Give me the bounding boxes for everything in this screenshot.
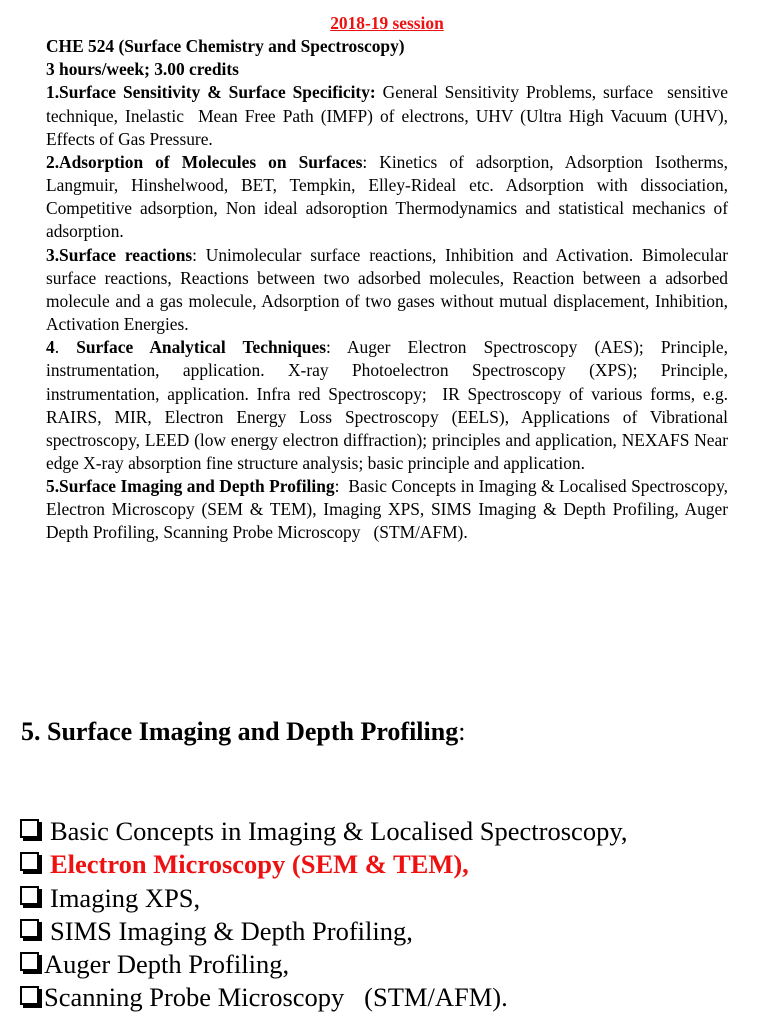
topic-4-number: 4 [46,337,55,358]
checkbox-bullet-icon [20,952,39,971]
section-heading-text: 5. Surface Imaging and Depth Profiling [21,717,459,746]
bullet-text: Imaging XPS, [50,882,201,913]
list-item [20,882,760,915]
section-heading [21,714,465,750]
topic-4-title: Surface Analytical Techniques [76,337,326,358]
checkbox-bullet-icon [20,886,39,905]
checkbox-bullet-icon [20,852,39,871]
bullet-list [20,815,760,1015]
syllabus-block [46,12,733,545]
topic-1-title: 1.Surface Sensitivity & Surface Specificity: [46,82,376,103]
topic-5-title: 5.Surface Imaging and Depth Profiling [46,476,335,497]
checkbox-bullet-icon [20,919,39,938]
section-heading-colon: : [458,717,466,746]
bullet-text: Basic Concepts in Imaging & Localised Spectroscopy, [50,816,628,846]
course-hours: 3 hours/week; 3.00 credits [46,59,239,80]
topic-1 [46,81,733,150]
topic-1-body: General Sensitivity Problems, surface sensitive technique, Inelastic Mean Free Path (IMFP) of electrons, UHV (Ultra High Vacuum (UHV), Effects of Gas Pressure. [46,82,733,149]
course-title: CHE 524 (Surface Chemistry and Spectroscopy) [46,36,405,57]
checkbox-bullet-icon [20,986,39,1005]
topic-4-separator: . [54,337,77,358]
topic-3-title: 3.Surface reactions [46,244,193,265]
topic-2 [46,151,733,244]
list-item [20,815,760,848]
list-item [20,948,760,981]
topic-3 [46,244,733,337]
list-item [20,981,760,1014]
topic-5-body: : Basic Concepts in Imaging & Localised Spectroscopy, Electron Microscopy (SEM & TEM), Imaging XPS, SIMS Imaging & Depth Profiling, Auger Depth Profiling, Scanning Probe Microscopy (STM/AFM). [46,476,733,543]
topic-4-body: : Auger Electron Spectroscopy (AES); Principle, instrumentation, application. X-ray Photoelectron Spectroscopy (XPS); Principle, instrumentation, application. Infra red Spectroscopy; IR Spectroscopy of various forms, e.g. RAIRS, MIR, Electron Energy Loss Spectroscopy (EELS), Applications of Vibrational spectroscopy, LEED (low energy electron diffraction); principles and application, NEXAFS Near edge X-ray absorption fine structure analysis; basic principle and application. [46,337,733,473]
bullet-text: Scanning Probe Microscopy (STM/AFM). [44,982,508,1013]
list-item [20,915,760,948]
topic-2-title: 2.Adsorption of Molecules on Surfaces [46,151,363,172]
topic-5 [46,475,733,544]
bullet-text: SIMS Imaging & Depth Profiling, [50,915,413,946]
topic-4 [46,336,733,475]
list-item-highlighted [20,848,760,881]
topic-3-body: : Unimolecular surface reactions, Inhibition and Activation. Bimolecular surface reactions, Reactions between two adsorbed molecules, Reaction between a adsorbed molecule and a gas molecule, Adsorption of two gases without mutual displacement, Inhibition, Activation Energies. [46,244,733,335]
bullet-text: Auger Depth Profiling, [44,949,290,980]
session-heading: 2018-19 session [330,13,444,33]
topic-2-body: : Kinetics of adsorption, Adsorption Isotherms, Langmuir, Hinshelwood, BET, Tempkin, Elley-Rideal etc. Adsorption with dissociation, Competitive adsorption, Non ideal adsoroption Thermodynamics and statistical mechanics of adsorption. [46,151,733,242]
checkbox-bullet-icon [20,819,39,838]
bullet-text: Electron Microscopy (SEM & TEM), [50,849,469,880]
